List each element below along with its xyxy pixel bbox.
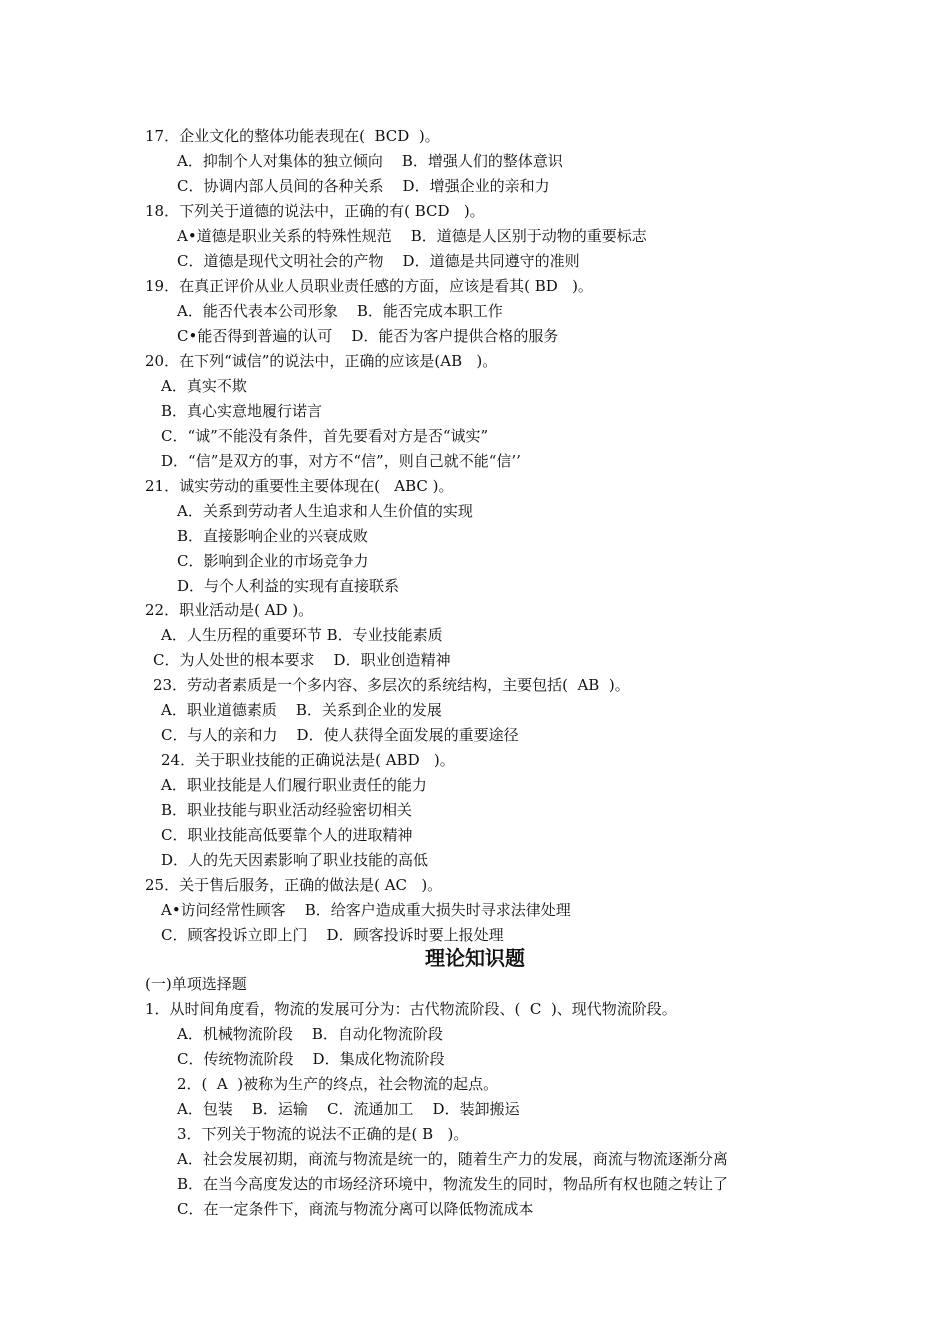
question-22: 22．职业活动是( AD )。	[145, 601, 314, 619]
option-line: A．人生历程的重要环节 B．专业技能素质	[161, 626, 443, 644]
option-line: D．“信”是双方的事，对方不“信”，则自己就不能“信’’	[161, 452, 521, 470]
option-line: B．真心实意地履行诺言	[161, 402, 323, 420]
option-line: A．能否代表本公司形象 B．能否完成本职工作	[177, 302, 503, 320]
question-23: 23．劳动者素质是一个多内容、多层次的系统结构，主要包括( AB )。	[153, 676, 630, 694]
option-line: C．“诚”不能没有条件，首先要看对方是否“诚实”	[161, 427, 489, 445]
option-line: C．顾客投诉立即上门 D．顾客投诉时要上报处理	[161, 926, 504, 944]
option-line: C．为人处世的根本要求 D．职业创造精神	[153, 651, 451, 669]
option-line: C．协调内部人员间的各种关系 D．增强企业的亲和力	[177, 177, 550, 195]
question-3: 3．下列关于物流的说法不正确的是( B )。	[177, 1125, 469, 1143]
question-17: 17．企业文化的整体功能表现在( BCD )。	[145, 127, 440, 145]
question-21: 21．诚实劳动的重要性主要体现在( ABC )。	[145, 477, 454, 495]
option-line: A．抑制个人对集体的独立倾向 B．增强人们的整体意识	[177, 152, 563, 170]
question-25: 25．关于售后服务，正确的做法是( AC )。	[145, 876, 443, 894]
option-line: C．与人的亲和力 D．使人获得全面发展的重要途径	[161, 726, 519, 744]
option-line: B．在当今高度发达的市场经济环境中，物流发生的同时，物品所有权也随之转让了	[177, 1175, 729, 1193]
option-line: A．机械物流阶段 B．自动化物流阶段	[177, 1025, 443, 1043]
option-line: D．与个人利益的实现有直接联系	[177, 577, 400, 595]
question-24: 24．关于职业技能的正确说法是( ABD )。	[161, 751, 455, 769]
question-1: 1．从时间角度看，物流的发展可分为：古代物流阶段、( C )、现代物流阶段。	[145, 1000, 677, 1018]
option-line: A．关系到劳动者人生追求和人生价值的实现	[177, 502, 473, 520]
question-19: 19．在真正评价从业人员职业责任感的方面，应该是看其( BD )。	[145, 277, 593, 295]
option-line: A•访问经常性顾客 B．给客户造成重大损失时寻求法律处理	[161, 901, 571, 919]
option-line: A．职业道德素质 B．关系到企业的发展	[161, 701, 442, 719]
option-line: A．包装 B．运输 C．流通加工 D．装卸搬运	[177, 1100, 520, 1118]
option-line: B．直接影响企业的兴衰成败	[177, 527, 369, 545]
option-line: C．影响到企业的市场竞争力	[177, 552, 369, 570]
subsection-heading: (一)单项选择题	[145, 975, 247, 993]
option-line: A．社会发展初期，商流与物流是统一的，随着生产力的发展，商流与物流逐渐分离	[177, 1150, 728, 1168]
option-line: A．真实不欺	[161, 377, 247, 395]
option-line: C•能否得到普遍的认可 D．能否为客户提供合格的服务	[177, 327, 559, 345]
option-line: C．职业技能高低要靠个人的进取精神	[161, 826, 413, 844]
question-2: 2．( A )被称为生产的终点，社会物流的起点。	[177, 1075, 499, 1093]
option-line: A．职业技能是人们履行职业责任的能力	[161, 776, 427, 794]
option-line: C．传统物流阶段 D．集成化物流阶段	[177, 1050, 445, 1068]
question-18: 18．下列关于道德的说法中，正确的有( BCD )。	[145, 202, 485, 220]
option-line: C．在一定条件下，商流与物流分离可以降低物流成本	[177, 1200, 534, 1218]
option-line: B．职业技能与职业活动经验密切相关	[161, 801, 413, 819]
section-title: 理论知识题	[425, 946, 525, 970]
question-20: 20．在下列“诚信”的说法中，正确的应该是(AB )。	[145, 352, 498, 370]
option-line: A•道德是职业关系的特殊性规范 B．道德是人区别于动物的重要标志	[177, 227, 647, 245]
option-line: C．道德是现代文明社会的产物 D．道德是共同遵守的准则	[177, 252, 580, 270]
option-line: D．人的先天因素影响了职业技能的高低	[161, 851, 429, 869]
